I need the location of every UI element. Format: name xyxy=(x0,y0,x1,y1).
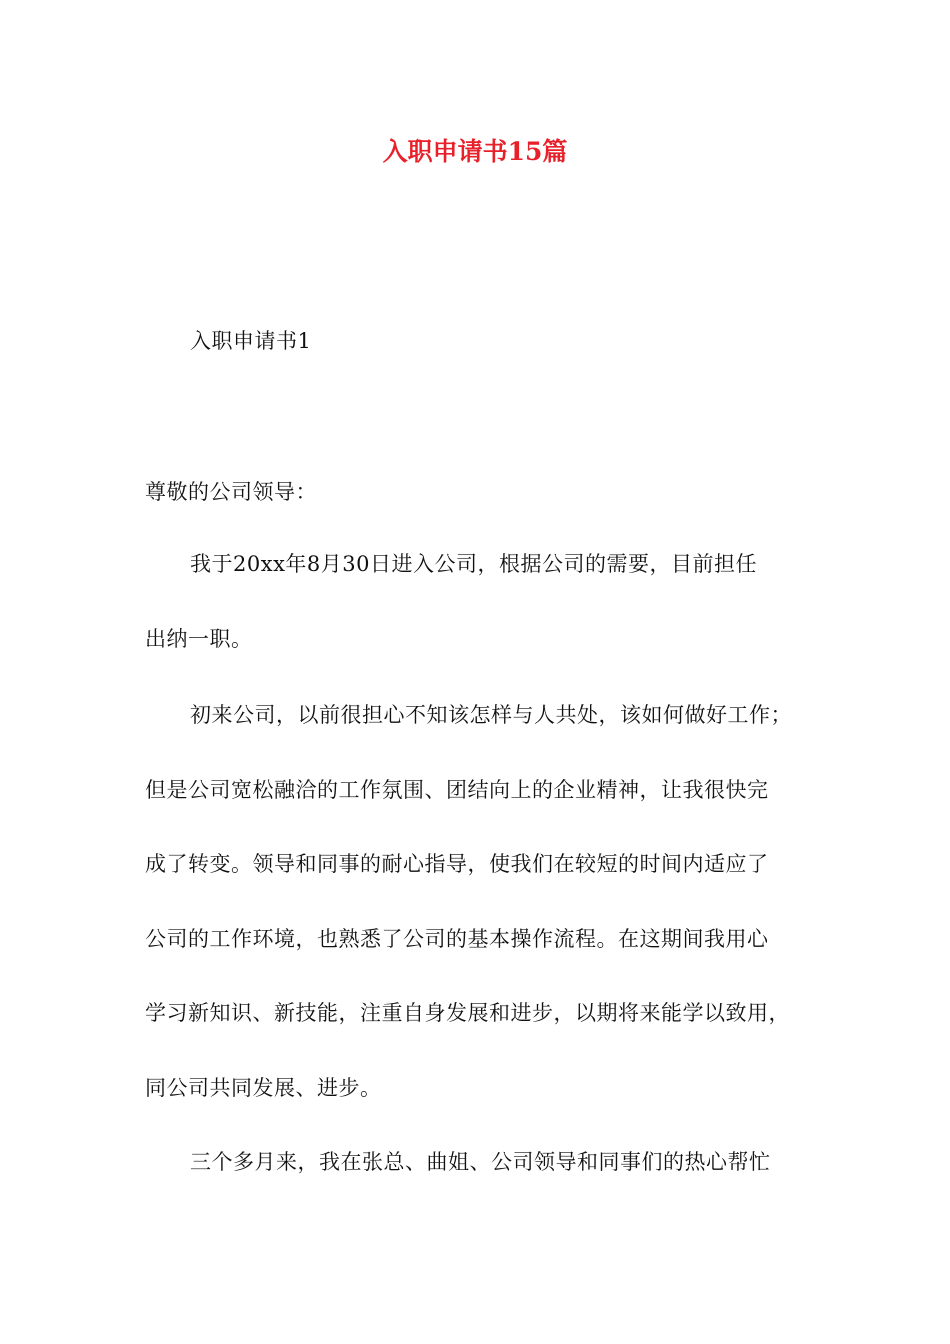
paragraph-line: 公司的工作环境，也熟悉了公司的基本操作流程。在这期间我用心 xyxy=(145,927,769,951)
paragraph-line: 我于20xx年8月30日进入公司，根据公司的需要，目前担任 xyxy=(190,552,757,576)
paragraph-line: 初来公司，以前很担心不知该怎样与人共处，该如何做好工作； xyxy=(190,703,792,727)
paragraph-line: 成了转变。领导和同事的耐心指导，使我们在较短的时间内适应了 xyxy=(145,852,769,876)
paragraph-line: 三个多月来，我在张总、曲姐、公司领导和同事们的热心帮忙 xyxy=(190,1150,771,1174)
section-heading: 入职申请书1 xyxy=(190,329,312,353)
paragraph-line: 出纳一职。 xyxy=(145,627,253,651)
paragraph-line: 同公司共同发展、进步。 xyxy=(145,1076,382,1100)
paragraph-line: 但是公司宽松融洽的工作氛围、团结向上的企业精神，让我很快完 xyxy=(145,778,769,802)
document-title: 入职申请书15篇 xyxy=(382,137,568,166)
salutation: 尊敬的公司领导： xyxy=(145,480,317,504)
paragraph-line: 学习新知识、新技能，注重自身发展和进步，以期将来能学以致用， xyxy=(145,1001,790,1025)
